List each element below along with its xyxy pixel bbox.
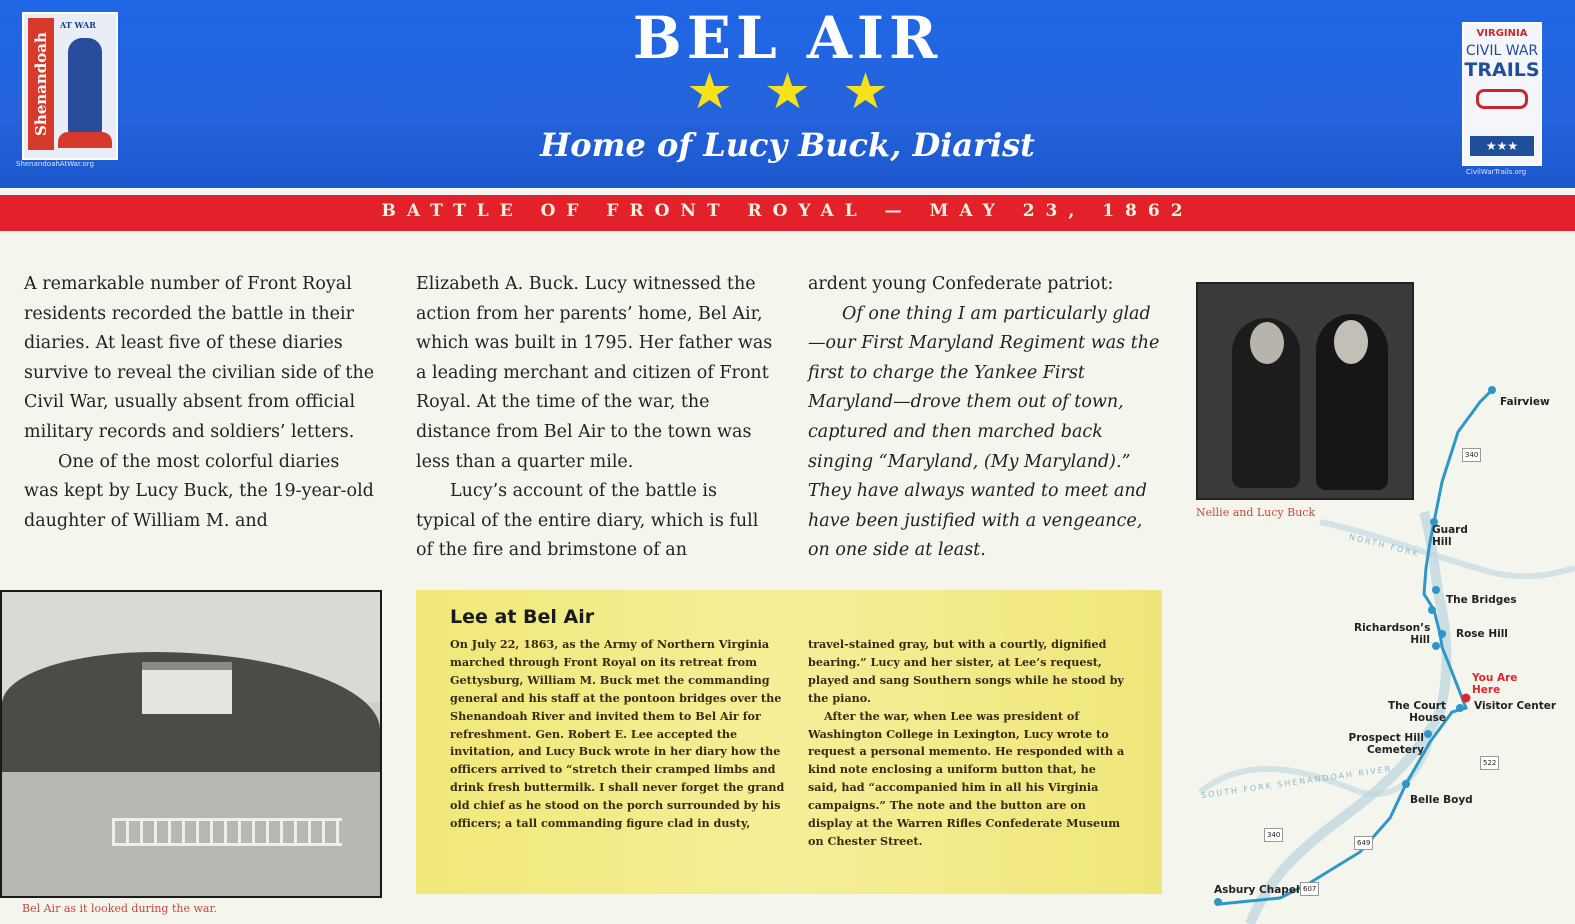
header-banner — [0, 0, 1575, 188]
map-label-prospect-hill: Prospect Hill Cemetery — [1348, 732, 1424, 756]
sidebar-paragraph: travel-stained gray, but with a courtly, dignified bearing.” Lucy and her sister, at Lee’s request, played and sang Southern songs while he stood by the piano. — [808, 637, 1124, 705]
page-title: BEL AIR — [632, 4, 943, 72]
sidebar-column-1 — [450, 636, 790, 833]
map-label-court-house: The Court House — [1387, 700, 1446, 724]
body-column-3 — [808, 270, 1168, 566]
map-label-rose-hill: Rose Hill — [1456, 628, 1508, 640]
civil-war-trails-logo — [1462, 22, 1542, 166]
sidebar-column-2 — [808, 636, 1126, 851]
body-paragraph: Elizabeth A. Buck. Lucy witnessed the action from her parents’ home, Bel Air, which was built in 1795. Her father was a leading merchant and citizen of Front Royal. At the time of the war, the distance from Bel Air to the town was less than a quarter mile. — [416, 274, 773, 472]
house-caption: Bel Air as it looked during the war. — [22, 902, 217, 915]
portrait-face — [1250, 322, 1284, 364]
battle-ribbon — [0, 192, 1575, 231]
page-subtitle: Home of Lucy Buck, Diarist — [540, 126, 1035, 164]
house-photo — [0, 590, 382, 898]
map-label-the-bridges: The Bridges — [1446, 594, 1517, 606]
body-column-2 — [416, 270, 778, 566]
sidebar-paragraph: After the war, when Lee was president of Washington College in Lexington, Lucy wrote to request a personal memento. He responded with a kind note enclosing a uniform button that, he said, had “accompanied him in all his Virginia campaigns.” The note and the button are on display at the Warren Rifles Confederate Museum on Chester Street. — [808, 708, 1125, 848]
map-label-asbury-chapel: Asbury Chapel — [1214, 884, 1300, 896]
star-icon — [689, 72, 731, 112]
star-icon — [767, 72, 809, 112]
map-label-south-fork: SOUTH FORK SHENANDOAH RIVER — [1200, 764, 1393, 801]
body-paragraph: One of the most colorful diaries was kept by Lucy Buck, the 19-year-old daughter of William M. and — [24, 451, 374, 531]
route-shield-340: 340 — [1462, 448, 1481, 462]
portrait-caption: Nellie and Lucy Buck — [1196, 506, 1316, 519]
photo-house-building — [142, 662, 232, 714]
route-shield-649: 649 — [1354, 836, 1373, 850]
map-label-north-fork: NORTH FORK — [1348, 532, 1421, 559]
star-icon — [845, 72, 887, 112]
body-paragraph: Lucy’s account of the battle is typical of the entire diary, which is full of the fire and brimstone of an — [416, 481, 759, 561]
diary-quote: Of one thing I am particularly glad—our First Maryland Regiment was the first to charge the Yankee First Maryland—drove them out of town, captured and then marched back singing “Maryland, (My Maryland).” They have always wanted to meet and have been justified with a vengeance, on one side at least. — [808, 303, 1160, 561]
map-label-richardsons-hill: Richardson’s Hill — [1354, 622, 1431, 646]
logo-right-site: CivilWarTrails.org — [1466, 168, 1527, 176]
logo-right-line3: TRAILS — [1464, 59, 1540, 81]
body-paragraph: ardent young Confederate patriot: — [808, 274, 1114, 294]
map-label-you-are-here: You Are Here — [1472, 672, 1518, 696]
lee-sidebar — [416, 590, 1162, 894]
battle-map — [1190, 372, 1575, 924]
route-shield-607: 607 — [1300, 882, 1319, 896]
title-stars — [0, 72, 1575, 116]
logo-right-stars: ★★★ — [1470, 136, 1534, 156]
route-shield-340-south: 340 — [1264, 828, 1283, 842]
portrait-face — [1334, 320, 1368, 364]
sidebar-paragraph: On July 22, 1863, as the Army of Northern Virginia marched through Front Royal on its retreat from Gettysburg, William M. Buck met the commanding general and his staff at the pontoon bridges over the Shenandoah River and invited them to Bel Air for refreshment. Gen. Robert E. Lee accepted the invitation, and Lucy Buck wrote in her diary how the officers arrived to “stretch their cramped limbs and drink fresh buttermilk. I shall never forget the grand old chief as he stood on the porch surrounded by his officers; a tall commanding figure clad in dusty, — [450, 637, 785, 831]
map-label-fairview: Fairview — [1500, 396, 1550, 408]
ribbon-text: BATTLE OF FRONT ROYAL — MAY 23, 1862 — [381, 201, 1194, 221]
body-paragraph: A remarkable number of Front Royal residents recorded the battle in their diaries. At least five of these diaries survive to reveal the civilian side of the Civil War, usually absent from official military records and soldiers’ letters. — [24, 274, 375, 442]
body-column-1 — [24, 270, 376, 536]
logo-tag: AT WAR — [60, 20, 96, 30]
route-shield-522: 522 — [1480, 756, 1499, 770]
bugle-icon — [1476, 89, 1528, 109]
sidebar-title: Lee at Bel Air — [450, 606, 595, 628]
photo-fence — [112, 818, 342, 846]
map-label-belle-boyd: Belle Boyd — [1410, 794, 1473, 806]
logo-band-text: Shenandoah — [28, 18, 54, 150]
map-label-visitor-center: Visitor Center — [1474, 700, 1557, 712]
route-markers — [1214, 386, 1496, 906]
logo-right-line2: CIVIL WAR — [1465, 43, 1539, 59]
map-graphic — [1190, 372, 1575, 924]
you-are-here-marker — [1462, 694, 1471, 703]
logo-right-line1: VIRGINIA — [1476, 28, 1528, 39]
logo-left-site: ShenandoahAtWar.org — [16, 160, 94, 168]
map-label-guard-hill: Guard Hill — [1432, 524, 1468, 548]
